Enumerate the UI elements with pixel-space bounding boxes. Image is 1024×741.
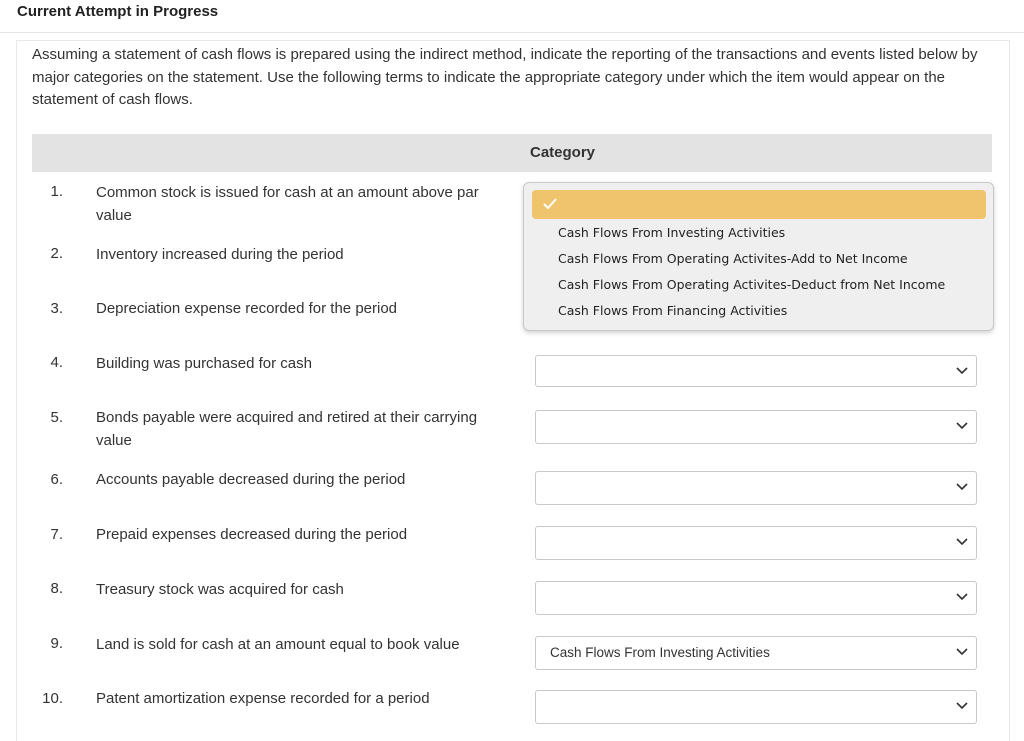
row-description: Depreciation expense recorded for the period (96, 300, 398, 317)
row-number: 4. (50, 354, 63, 371)
row-description: Common stock is issued for cash at an amount above par value (96, 184, 479, 224)
row-number: 3. (50, 300, 63, 317)
row-description: Accounts payable decreased during the period (96, 471, 406, 488)
dropdown-option-investing[interactable]: Cash Flows From Investing Activities (558, 225, 786, 240)
category-select-10[interactable] (535, 690, 977, 724)
instructions-text: Assuming a statement of cash flows is prepared using the indirect method, indicate the reporting of the transactions and events listed below by major categories on the statement. Use the following terms to indicate the appropriate category under which the item would appear on the statement of cash flows. (32, 46, 978, 108)
chevron-down-icon (956, 647, 968, 657)
row-number: 6. (50, 471, 63, 488)
chevron-down-icon (956, 366, 968, 376)
row-description: Inventory increased during the period (96, 246, 344, 263)
category-select-4[interactable] (535, 355, 977, 387)
category-dropdown-menu[interactable] (523, 182, 994, 331)
page-title: Current Attempt in Progress (17, 3, 219, 20)
select-value: Cash Flows From Investing Activities (550, 645, 770, 660)
row-description: Patent amortization expense recorded for a period (96, 690, 430, 707)
chevron-down-icon (956, 421, 968, 431)
row-number: 2. (50, 245, 63, 262)
row-description: Prepaid expenses decreased during the period (96, 526, 408, 543)
row-number: 10. (42, 690, 63, 707)
chevron-down-icon (956, 482, 968, 492)
category-select-9[interactable] (535, 636, 977, 670)
dropdown-option-selected[interactable] (532, 190, 986, 219)
row-number: 5. (50, 409, 63, 426)
row-description: Land is sold for cash at an amount equal to book value (96, 636, 460, 653)
dropdown-option-financing[interactable]: Cash Flows From Financing Activities (558, 303, 788, 318)
category-select-5[interactable] (535, 410, 977, 444)
category-header-bar (32, 134, 992, 172)
chevron-down-icon (956, 592, 968, 602)
row-number: 1. (50, 183, 63, 200)
chevron-down-icon (956, 701, 968, 711)
row-description: Treasury stock was acquired for cash (96, 581, 344, 598)
category-select-7[interactable] (535, 526, 977, 560)
category-select-8[interactable] (535, 581, 977, 615)
row-number: 9. (50, 635, 63, 652)
row-number: 7. (50, 526, 63, 543)
row-description: Bonds payable were acquired and retired at their carrying value (96, 409, 478, 449)
category-header-label: Category (530, 144, 596, 161)
page-header (0, 0, 1024, 33)
row-description: Building was purchased for cash (96, 355, 312, 372)
dropdown-option-operating-add[interactable]: Cash Flows From Operating Activites-Add to Net Income (558, 251, 908, 266)
category-select-6[interactable] (535, 471, 977, 505)
dropdown-option-operating-deduct[interactable]: Cash Flows From Operating Activites-Deduct from Net Income (558, 277, 946, 292)
row-number: 8. (50, 580, 63, 597)
checkmark-icon (542, 196, 558, 212)
chevron-down-icon (956, 537, 968, 547)
